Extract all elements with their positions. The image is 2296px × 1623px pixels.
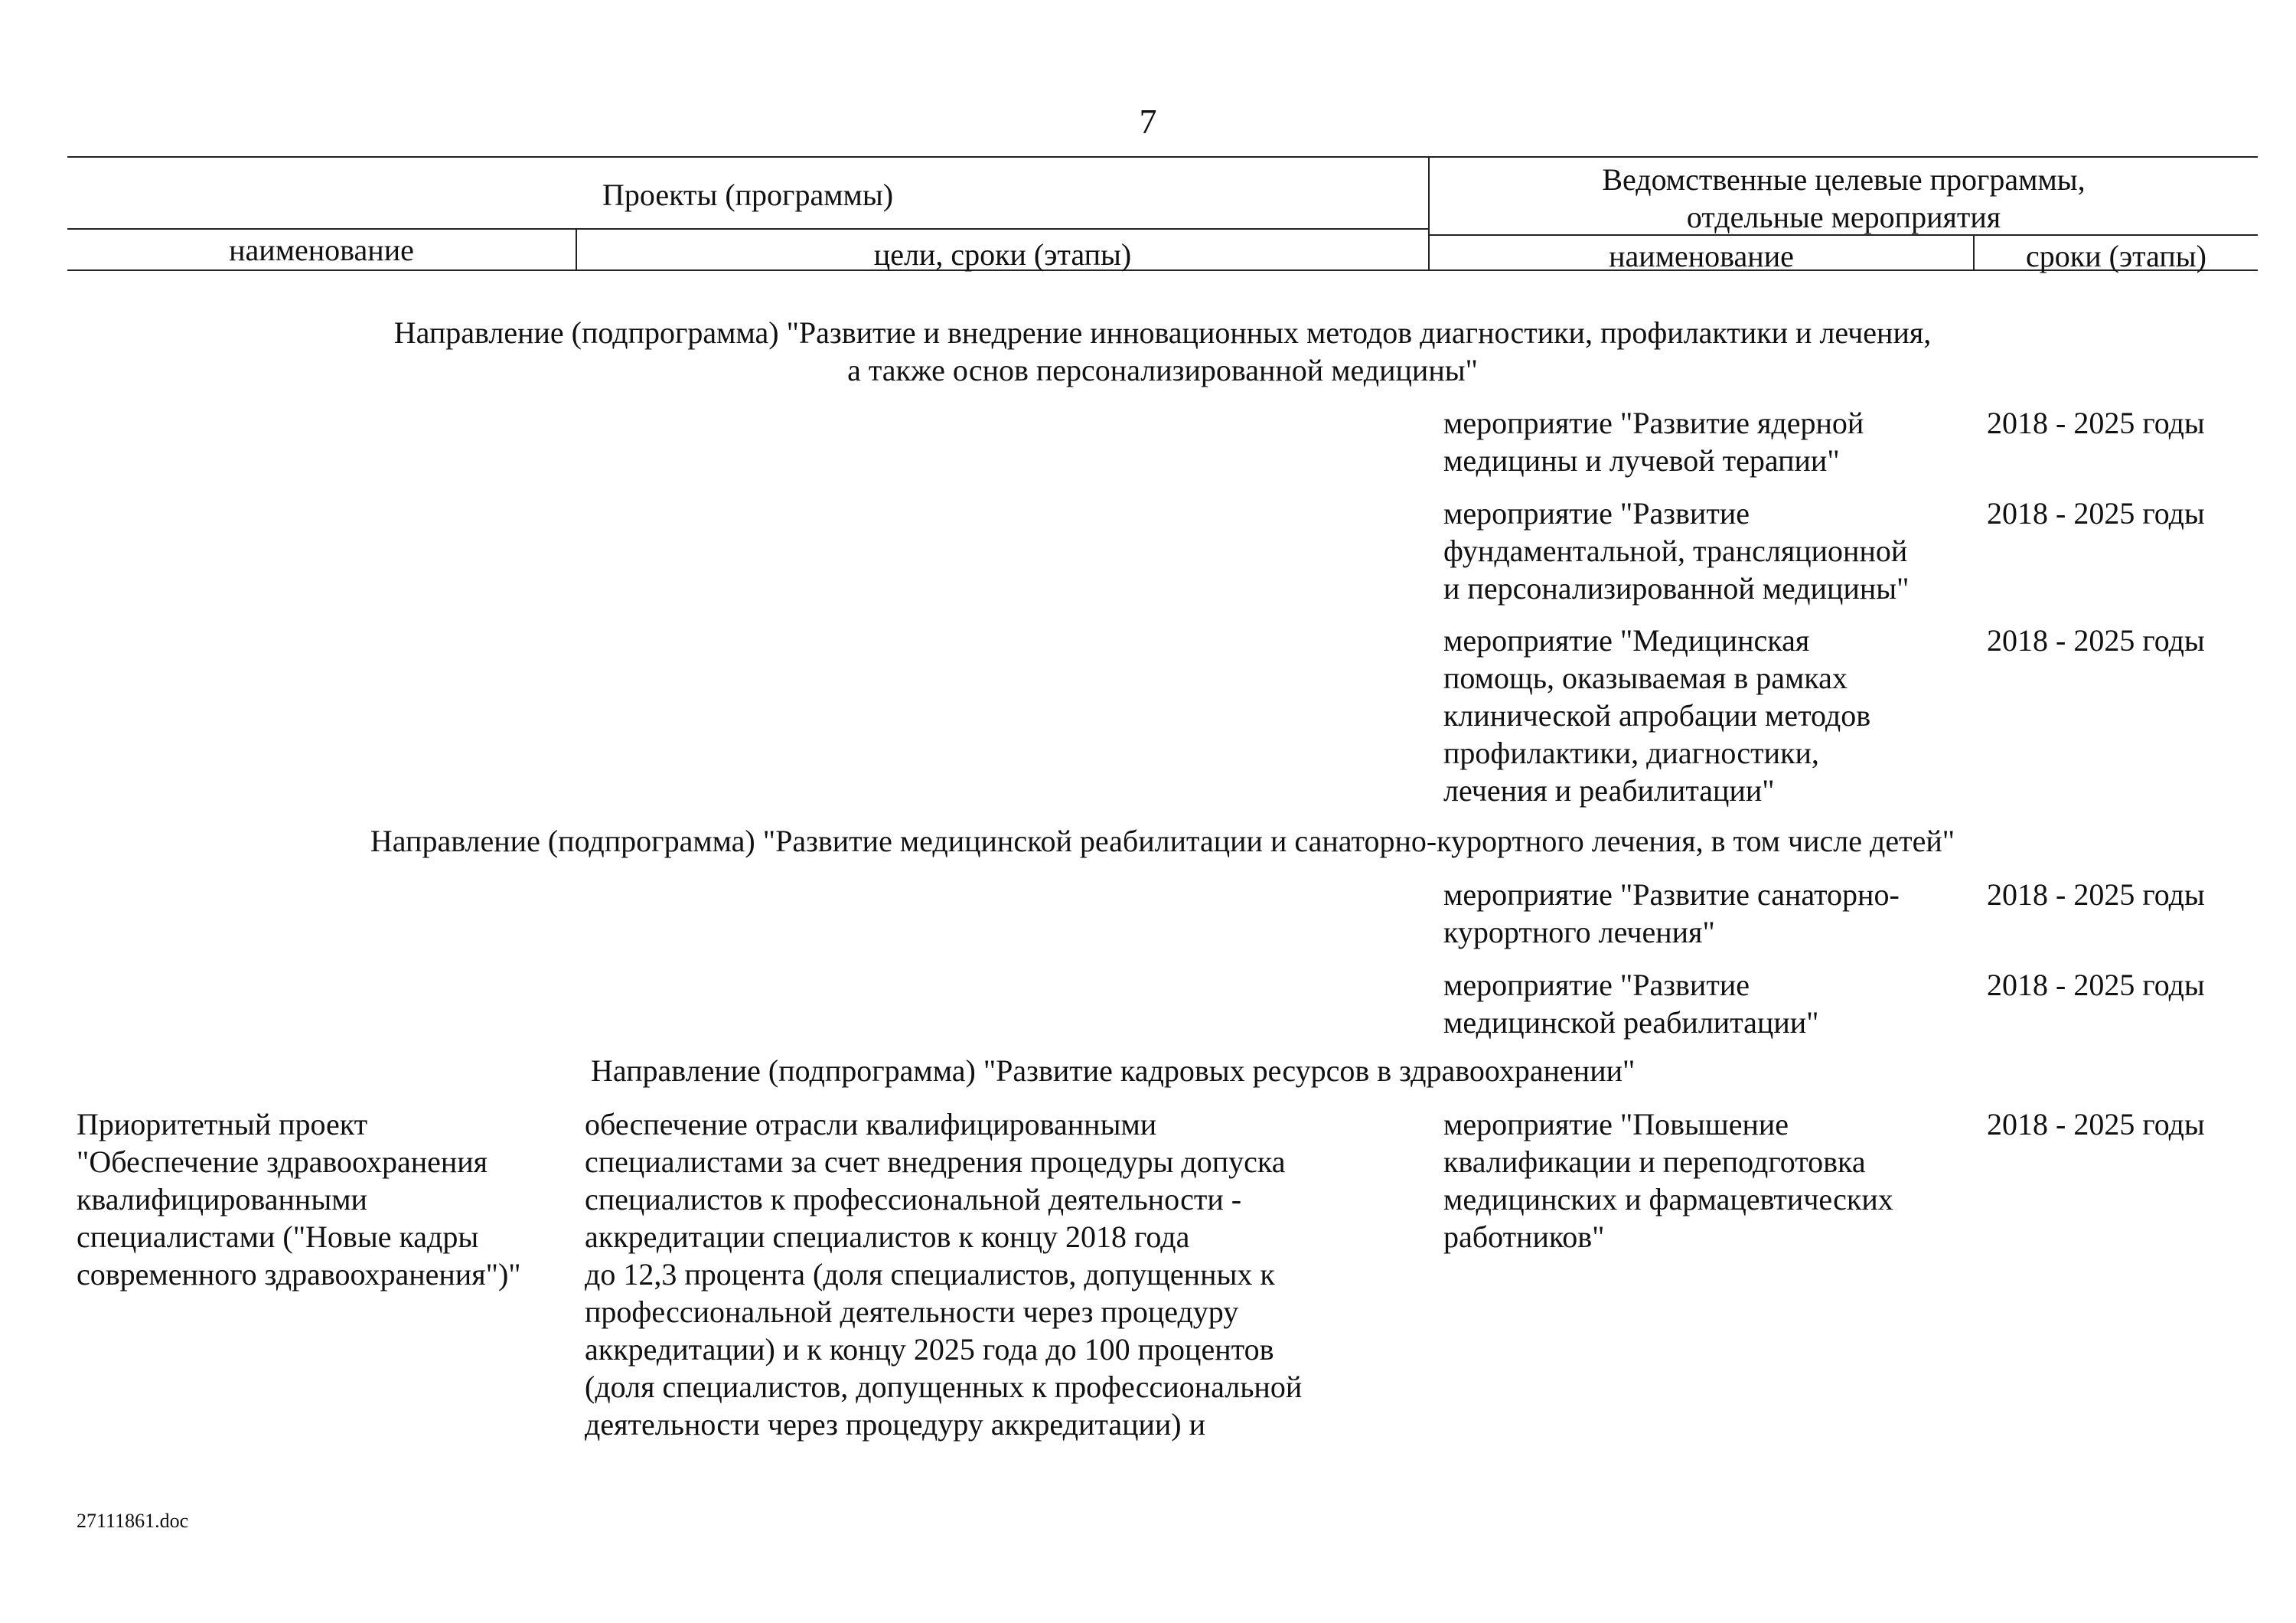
list-item-terms: 2018 - 2025 годы bbox=[1987, 1107, 2205, 1141]
header-col-terms: сроки (этапы) bbox=[2026, 239, 2206, 273]
page-number: 7 bbox=[1139, 102, 1157, 141]
project-name: Приоритетный проект "Обеспечение здравоохранения квалифицированными специалистами ("Новые кадры современного здравоохранения")" bbox=[77, 1107, 521, 1292]
list-item-name: мероприятие "Развитие медицинской реабилитации" bbox=[1443, 968, 1819, 1040]
list-item-terms: 2018 - 2025 годы bbox=[1987, 496, 2205, 531]
header-col-goals: цели, сроки (этапы) bbox=[873, 237, 1132, 272]
list-item-terms: 2018 - 2025 годы bbox=[1987, 406, 2205, 440]
section-direction: Направление (подпрограмма) "Развитие и внедрение инновационных методов диагностики, профилактики и лечения, а также основ персонализированной медицины" bbox=[393, 315, 1932, 387]
list-item-terms: 2018 - 2025 годы bbox=[1987, 877, 2205, 912]
header-top-rule bbox=[67, 156, 2258, 158]
header-col-name2: наименование bbox=[1609, 239, 1794, 273]
project-goals: обеспечение отрасли квалифицированными специалистами за счет внедрения процедуры допуска специалистов к профессиональной деятельности - аккредитации специалистов к концу 2018 года до 12,3 процента (доля специалистов, допущенных к профессиональной деятельности через процедуру аккредитации) и к концу 2025 года до 100 процентов (доля специалистов, допущенных к профессиональной деятельности через процедуру аккредитации) и bbox=[585, 1107, 1303, 1442]
footer-doc-id: 27111861.doc bbox=[77, 1510, 189, 1532]
header-departmental: Ведомственные целевые программы, отдельные мероприятия bbox=[1602, 162, 2086, 234]
list-item-terms: 2018 - 2025 годы bbox=[1987, 623, 2205, 658]
list-item-name: мероприятие "Развитие санаторно- курортного лечения" bbox=[1443, 877, 1900, 949]
header-projects: Проекты (программы) bbox=[602, 178, 894, 212]
section-direction: Направление (подпрограмма) "Развитие кадровых ресурсов в здравоохранении" bbox=[591, 1053, 1636, 1088]
list-item-name: мероприятие "Повышение квалификации и переподготовка медицинских и фармацевтических работников" bbox=[1443, 1107, 1893, 1254]
header-col-name: наименование bbox=[229, 233, 414, 267]
list-item-name: мероприятие "Медицинская помощь, оказываемая в рамках клинической апробации методов профилактики, диагностики, лечения и реабилитации" bbox=[1443, 623, 1871, 808]
list-item-terms: 2018 - 2025 годы bbox=[1987, 968, 2205, 1002]
list-item-name: мероприятие "Развитие фундаментальной, трансляционной и персонализированной медицины" bbox=[1443, 496, 1910, 606]
section-direction: Направление (подпрограмма) "Развитие медицинской реабилитации и санаторно-курортного лечения, в том числе детей" bbox=[370, 824, 1955, 858]
list-item-name: мероприятие "Развитие ядерной медицины и лучевой терапии" bbox=[1443, 406, 1864, 478]
header-mid-rule-left bbox=[67, 228, 1430, 230]
